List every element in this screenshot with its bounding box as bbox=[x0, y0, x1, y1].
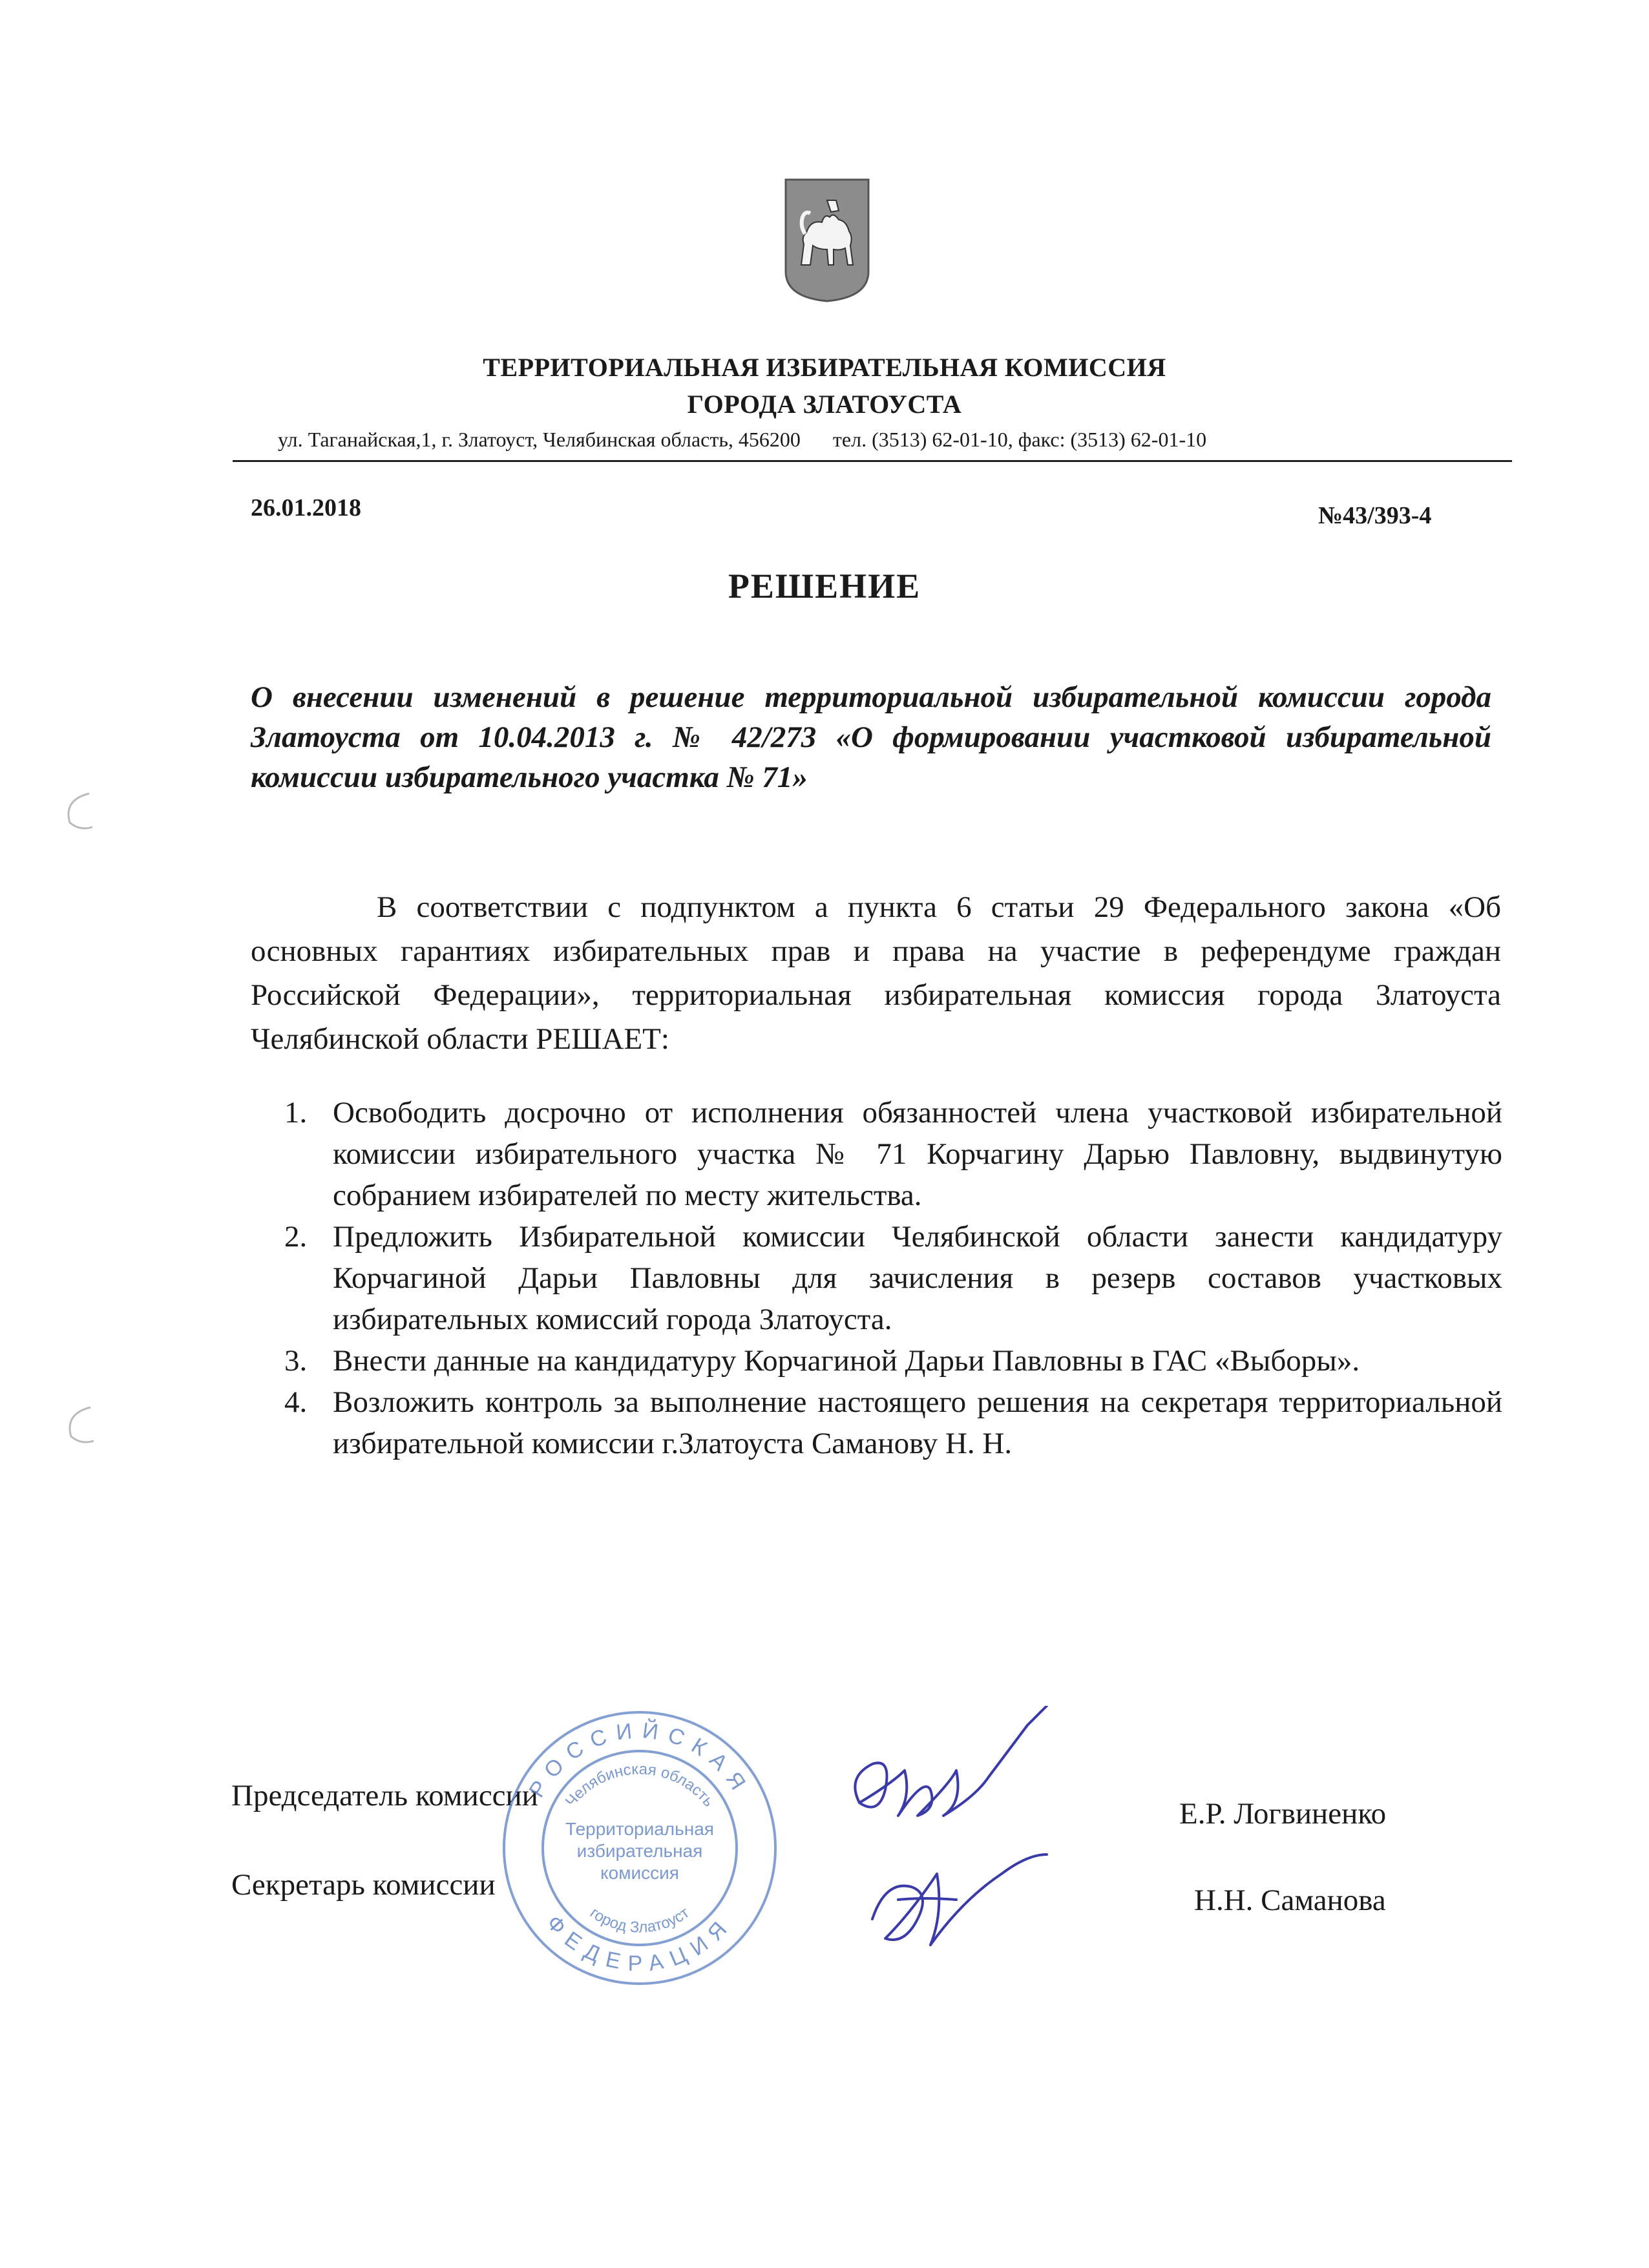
item-text: Внести данные на кандидатуру Корчагиной Дарьи Павловны в ГАС «Выборы». bbox=[333, 1344, 1360, 1378]
address-text: ул. Таганайская,1, г. Златоуст, Челябинская область, 456200 bbox=[278, 428, 801, 451]
punch-hole-mark bbox=[58, 1401, 103, 1446]
stamp-center-line-3: комиссия bbox=[600, 1863, 679, 1883]
header-divider bbox=[233, 460, 1512, 462]
document-number: №43/393-4 bbox=[1318, 502, 1432, 529]
organization-name: ТЕРРИТОРИАЛЬНАЯ ИЗБИРАТЕЛЬНАЯ КОМИССИЯ bbox=[483, 353, 1166, 382]
chair-label: Председатель комиссии bbox=[231, 1779, 538, 1812]
item-text: Освободить досрочно от исполнения обязанностей члена участковой избирательной комиссии избирательного участка № 71 Корчагину Дарью Павловну, выдвинутую собранием избирателей по месту жительства. bbox=[333, 1096, 1502, 1212]
stamp-text-bottom: ФЕДЕРАЦИЯ bbox=[541, 1910, 738, 1977]
organization-city: ГОРОДА ЗЛАТОУСТА bbox=[687, 390, 962, 419]
stamp-text-city: город Златоуст bbox=[587, 1904, 693, 1937]
secretary-name: Н.Н. Саманова bbox=[1194, 1884, 1386, 1917]
item-number: 1. bbox=[284, 1096, 308, 1129]
item-number: 3. bbox=[284, 1344, 308, 1378]
stamp-text-region: Челябинская область bbox=[562, 1760, 718, 1811]
handwritten-signature bbox=[834, 1706, 1105, 1984]
document-date: 26.01.2018 bbox=[251, 494, 361, 521]
list-item bbox=[284, 1092, 1502, 1216]
chair-name: Е.Р. Логвиненко bbox=[1179, 1797, 1387, 1831]
list-item bbox=[284, 1340, 1502, 1381]
list-item bbox=[284, 1216, 1502, 1340]
svg-text:город Златоуст bbox=[587, 1904, 693, 1937]
decision-items bbox=[284, 1092, 1502, 1464]
coat-of-arms-icon bbox=[782, 174, 872, 304]
stamp-text-top: РОССИЙСКАЯ bbox=[524, 1718, 755, 1802]
item-number: 2. bbox=[284, 1220, 308, 1254]
svg-text:РОССИЙСКАЯ bbox=[524, 1718, 755, 1801]
secretary-label: Секретарь комиссии bbox=[231, 1868, 496, 1902]
official-stamp bbox=[498, 1706, 782, 1990]
punch-hole-mark bbox=[57, 787, 102, 832]
stamp-center-line-1: Территориальная bbox=[565, 1819, 714, 1839]
stamp-center-line-2: избирательная bbox=[576, 1841, 703, 1861]
item-text: Возложить контроль за выполнение настоящего решения на секретаря территориальной избирательной комиссии г.Златоуста Саманову Н. Н. bbox=[333, 1385, 1502, 1460]
document-title: РЕШЕНИЕ bbox=[728, 567, 921, 605]
intro-paragraph: В соответствии с подпунктом а пункта 6 статьи 29 Федерального закона «Об основных гарантиях избирательных прав и права на участие в референдуме граждан Российской Федерации», территориальная избирательная комиссия города Златоуста Челябинской области РЕШАЕТ: bbox=[251, 890, 1501, 1056]
item-text: Предложить Избирательной комиссии Челябинской области занести кандидатуру Корчагиной Дарьи Павловны для зачисления в резерв составов участковых избирательных комиссий города Златоуста. bbox=[333, 1220, 1502, 1336]
document-subject: О внесении изменений в решение территориальной избирательной комиссии города Златоуста от 10.04.2013 г. № 42/273 «О формировании участковой избирательной комиссии избирательного участка № 71» bbox=[251, 680, 1491, 794]
organization-address bbox=[278, 428, 1518, 452]
list-item bbox=[284, 1381, 1502, 1464]
item-number: 4. bbox=[284, 1385, 308, 1419]
phone-fax-text: тел. (3513) 62-01-10, факс: (3513) 62-01-10 bbox=[832, 428, 1207, 451]
